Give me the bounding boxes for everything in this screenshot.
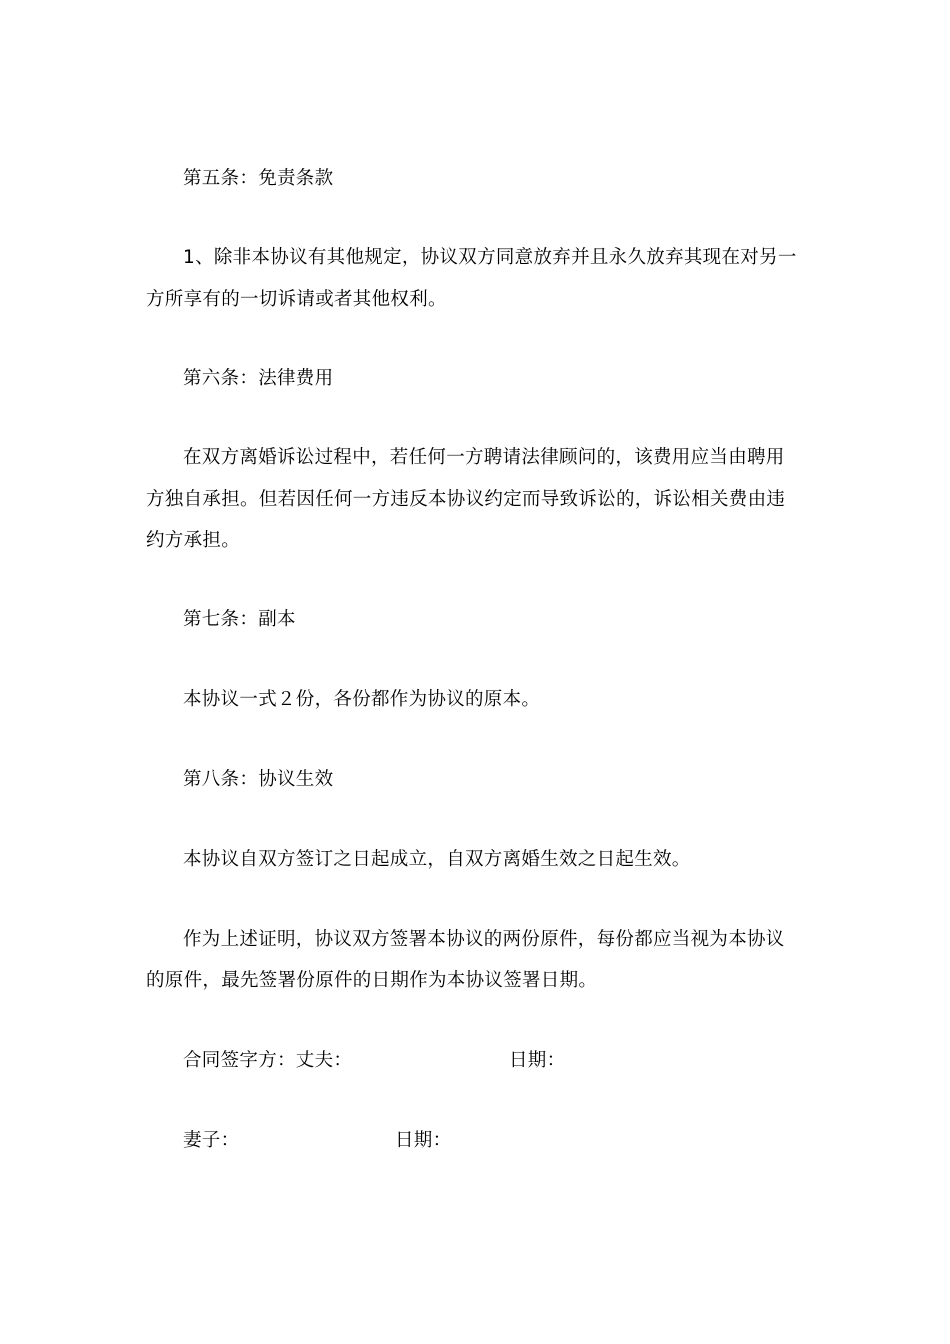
article6-heading: 第六条：法律费用: [183, 368, 334, 389]
article7-paragraph: 本协议一式２份，各份都作为协议的原本。: [183, 689, 541, 710]
article7-heading: 第七条：副本: [183, 609, 296, 630]
signatory-husband-label: 合同签字方：丈夫：: [183, 1050, 353, 1071]
article5-paragraph-line2: 方所享有的一切诉请或者其他权利。: [146, 289, 447, 310]
article6-paragraph-line2: 方独自承担。但若因任何一方违反本协议约定而导致诉讼的，诉讼相关费由违: [146, 489, 786, 510]
article5-heading: 第五条：免责条款: [183, 168, 334, 189]
witness-paragraph-line2: 的原件，最先签署份原件的日期作为本协议签署日期。: [146, 970, 598, 991]
article8-paragraph: 本协议自双方签订之日起成立，自双方离婚生效之日起生效。: [183, 849, 691, 870]
signatory-wife-label: 妻子：: [183, 1130, 240, 1151]
article6-paragraph-line3: 约方承担。: [146, 530, 241, 551]
husband-date-label: 日期：: [509, 1050, 566, 1071]
article8-heading: 第八条：协议生效: [183, 769, 334, 790]
wife-date-label: 日期：: [395, 1130, 452, 1151]
article6-paragraph-line1: 在双方离婚诉讼过程中，若任何一方聘请法律顾问的，该费用应当由聘用: [183, 447, 785, 468]
witness-paragraph-line1: 作为上述证明，协议双方签署本协议的两份原件，每份都应当视为本协议: [183, 929, 785, 950]
article5-paragraph-line1: 1、除非本协议有其他规定，协议双方同意放弃并且永久放弃其现在对另一: [183, 247, 797, 268]
